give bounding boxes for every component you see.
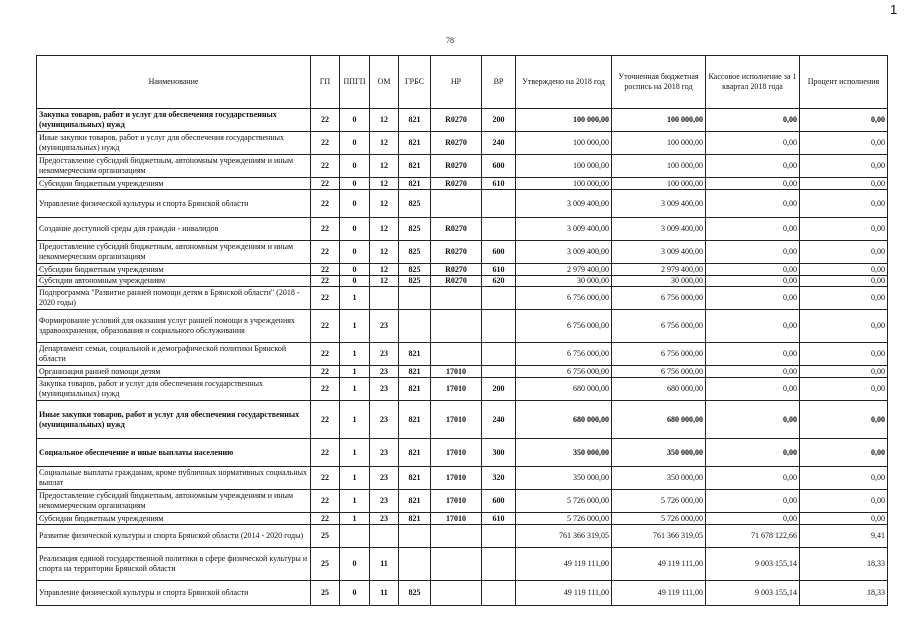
cell-gp: 22: [311, 287, 340, 310]
cell-name: Формирование условий для оказания услуг ранней помощи в учреждениях здравоохранения, образования и социального обслуживания: [37, 310, 311, 343]
cell-gp: 22: [311, 109, 340, 132]
table-row: [37, 401, 888, 439]
cell-percent: 0,00: [800, 467, 888, 490]
cell-vr: [482, 548, 516, 581]
cell-vr: [482, 343, 516, 366]
cell-nr: 17010: [431, 513, 482, 525]
cell-name: Развитие физической культуры и спорта Брянской области (2014 - 2020 годы): [37, 525, 311, 548]
header-om: ОМ: [370, 56, 399, 109]
table-row: [37, 287, 888, 310]
cell-approved: 30 000,00: [516, 276, 612, 287]
cell-percent: 18,33: [800, 548, 888, 581]
cell-vr: [482, 190, 516, 218]
cell-cash: 0,00: [706, 378, 800, 401]
cell-ppgp: 1: [340, 310, 370, 343]
cell-gp: 22: [311, 310, 340, 343]
table-row: [37, 109, 888, 132]
cell-approved: 6 756 000,00: [516, 366, 612, 378]
cell-vr: 600: [482, 490, 516, 513]
cell-gp: 22: [311, 366, 340, 378]
cell-om: 11: [370, 581, 399, 606]
header-cash: Кассовое исполнение за 1 квартал 2018 года: [706, 56, 800, 109]
table-row: [37, 178, 888, 190]
cell-ppgp: 1: [340, 343, 370, 366]
cell-percent: 0,00: [800, 218, 888, 241]
cell-nr: 17010: [431, 439, 482, 467]
table-row: [37, 513, 888, 525]
cell-vr: 610: [482, 513, 516, 525]
cell-approved: 2 979 400,00: [516, 264, 612, 276]
cell-om: 23: [370, 310, 399, 343]
cell-nr: R0270: [431, 109, 482, 132]
table-row: [37, 378, 888, 401]
cell-gp: 22: [311, 343, 340, 366]
cell-ppgp: 1: [340, 490, 370, 513]
cell-approved: 350 000,00: [516, 439, 612, 467]
cell-ppgp: 0: [340, 155, 370, 178]
cell-nr: 17010: [431, 366, 482, 378]
cell-approved: 6 756 000,00: [516, 287, 612, 310]
cell-cash: 0,00: [706, 178, 800, 190]
cell-vr: [482, 287, 516, 310]
budget-table: [36, 55, 888, 606]
cell-name: Иные закупки товаров, работ и услуг для обеспечения государственных (муниципальных) нужд: [37, 132, 311, 155]
cell-percent: 0,00: [800, 155, 888, 178]
cell-gp: 25: [311, 581, 340, 606]
cell-refined: 49 119 111,00: [612, 548, 706, 581]
cell-gp: 22: [311, 513, 340, 525]
cell-name: Социальное обеспечение и иные выплаты населению: [37, 439, 311, 467]
cell-refined: 49 119 111,00: [612, 581, 706, 606]
cell-grbs: 821: [399, 401, 431, 439]
cell-gp: 22: [311, 401, 340, 439]
cell-ppgp: 1: [340, 378, 370, 401]
cell-name: Субсидии бюджетным учреждениям: [37, 264, 311, 276]
cell-approved: 100 000,00: [516, 109, 612, 132]
cell-cash: 0,00: [706, 241, 800, 264]
cell-nr: R0270: [431, 155, 482, 178]
cell-grbs: 821: [399, 513, 431, 525]
cell-cash: 0,00: [706, 310, 800, 343]
cell-name: Управление физической культуры и спорта Брянской области: [37, 581, 311, 606]
cell-vr: 620: [482, 276, 516, 287]
cell-cash: 0,00: [706, 132, 800, 155]
cell-gp: 22: [311, 190, 340, 218]
cell-refined: 100 000,00: [612, 155, 706, 178]
cell-gp: 22: [311, 378, 340, 401]
cell-vr: 610: [482, 264, 516, 276]
cell-percent: 0,00: [800, 490, 888, 513]
table-row: [37, 218, 888, 241]
cell-ppgp: 1: [340, 467, 370, 490]
cell-percent: 0,00: [800, 439, 888, 467]
cell-name: Иные закупки товаров, работ и услуг для обеспечения государственных (муниципальных) нужд: [37, 401, 311, 439]
cell-grbs: [399, 525, 431, 548]
cell-ppgp: 0: [340, 276, 370, 287]
cell-cash: 0,00: [706, 439, 800, 467]
cell-om: 23: [370, 467, 399, 490]
table-row: [37, 343, 888, 366]
cell-cash: 0,00: [706, 155, 800, 178]
cell-om: 12: [370, 155, 399, 178]
cell-cash: 0,00: [706, 276, 800, 287]
cell-cash: 0,00: [706, 401, 800, 439]
cell-om: 12: [370, 218, 399, 241]
cell-name: Субсидии бюджетным учреждениям: [37, 513, 311, 525]
cell-nr: 17010: [431, 490, 482, 513]
table-row: [37, 467, 888, 490]
cell-ppgp: 1: [340, 287, 370, 310]
header-vr: ВР: [482, 56, 516, 109]
cell-nr: 17010: [431, 467, 482, 490]
cell-name: Предоставление субсидий бюджетным, автономным учреждениям и иным некоммерческим организациям: [37, 155, 311, 178]
cell-percent: 0,00: [800, 310, 888, 343]
cell-nr: R0270: [431, 218, 482, 241]
cell-vr: [482, 581, 516, 606]
cell-percent: 0,00: [800, 241, 888, 264]
table-row: [37, 525, 888, 548]
cell-refined: 6 756 000,00: [612, 366, 706, 378]
page-number: 78: [446, 36, 454, 45]
cell-cash: 0,00: [706, 264, 800, 276]
cell-ppgp: 1: [340, 513, 370, 525]
cell-percent: 0,00: [800, 378, 888, 401]
cell-gp: 22: [311, 155, 340, 178]
cell-vr: [482, 525, 516, 548]
cell-gp: 22: [311, 276, 340, 287]
cell-nr: [431, 287, 482, 310]
cell-ppgp: 1: [340, 439, 370, 467]
cell-vr: [482, 310, 516, 343]
cell-grbs: [399, 287, 431, 310]
cell-vr: 300: [482, 439, 516, 467]
cell-refined: 100 000,00: [612, 178, 706, 190]
cell-grbs: 821: [399, 178, 431, 190]
cell-grbs: 821: [399, 132, 431, 155]
cell-om: 12: [370, 241, 399, 264]
cell-refined: 761 366 319,05: [612, 525, 706, 548]
cell-vr: 200: [482, 378, 516, 401]
cell-refined: 30 000,00: [612, 276, 706, 287]
cell-gp: 22: [311, 490, 340, 513]
header-percent: Процент исполнения: [800, 56, 888, 109]
cell-cash: 71 678 122,66: [706, 525, 800, 548]
cell-name: Управление физической культуры и спорта Брянской области: [37, 190, 311, 218]
table-row: [37, 241, 888, 264]
cell-vr: 240: [482, 132, 516, 155]
cell-percent: 0,00: [800, 343, 888, 366]
cell-vr: 200: [482, 109, 516, 132]
cell-percent: 0,00: [800, 287, 888, 310]
cell-approved: 350 000,00: [516, 467, 612, 490]
cell-cash: 0,00: [706, 490, 800, 513]
cell-cash: 0,00: [706, 190, 800, 218]
cell-ppgp: [340, 525, 370, 548]
cell-gp: 22: [311, 241, 340, 264]
header-ppgp: ППГП: [340, 56, 370, 109]
cell-nr: [431, 343, 482, 366]
cell-refined: 100 000,00: [612, 132, 706, 155]
table-header-row: [37, 56, 888, 109]
table-row: [37, 439, 888, 467]
cell-gp: 22: [311, 218, 340, 241]
table-row: [37, 366, 888, 378]
cell-nr: R0270: [431, 241, 482, 264]
cell-refined: 350 000,00: [612, 439, 706, 467]
table-row: [37, 155, 888, 178]
table-body: [37, 109, 888, 606]
cell-grbs: 821: [399, 467, 431, 490]
cell-approved: 49 119 111,00: [516, 581, 612, 606]
cell-om: 12: [370, 178, 399, 190]
table-row: [37, 581, 888, 606]
cell-nr: [431, 190, 482, 218]
cell-nr: [431, 310, 482, 343]
cell-percent: 0,00: [800, 401, 888, 439]
cell-approved: 100 000,00: [516, 132, 612, 155]
cell-om: 12: [370, 190, 399, 218]
header-nr: НР: [431, 56, 482, 109]
cell-refined: 6 756 000,00: [612, 287, 706, 310]
cell-percent: 0,00: [800, 513, 888, 525]
cell-vr: [482, 218, 516, 241]
corner-mark: 1: [890, 2, 898, 17]
header-refined: Уточненная бюджетная роспись на 2018 год: [612, 56, 706, 109]
cell-gp: 25: [311, 548, 340, 581]
cell-nr: [431, 581, 482, 606]
cell-gp: 22: [311, 467, 340, 490]
cell-vr: 240: [482, 401, 516, 439]
cell-percent: 0,00: [800, 264, 888, 276]
cell-refined: 350 000,00: [612, 467, 706, 490]
cell-nr: R0270: [431, 132, 482, 155]
table-row: [37, 310, 888, 343]
cell-approved: 100 000,00: [516, 178, 612, 190]
cell-refined: 3 009 400,00: [612, 218, 706, 241]
cell-cash: 0,00: [706, 366, 800, 378]
cell-approved: 6 756 000,00: [516, 310, 612, 343]
cell-percent: 0,00: [800, 366, 888, 378]
cell-name: Реализация единой государственной политики в сфере физической культуры и спорта на территории Брянской области: [37, 548, 311, 581]
cell-name: Организация ранней помощи детям: [37, 366, 311, 378]
cell-refined: 680 000,00: [612, 378, 706, 401]
cell-grbs: [399, 548, 431, 581]
cell-approved: 49 119 111,00: [516, 548, 612, 581]
cell-gp: 22: [311, 264, 340, 276]
cell-cash: 9 003 155,14: [706, 548, 800, 581]
cell-refined: 2 979 400,00: [612, 264, 706, 276]
cell-grbs: 825: [399, 276, 431, 287]
cell-name: Создание доступной среды для граждан - инвалидов: [37, 218, 311, 241]
cell-grbs: 821: [399, 109, 431, 132]
cell-percent: 18,33: [800, 581, 888, 606]
cell-nr: R0270: [431, 276, 482, 287]
cell-ppgp: 1: [340, 401, 370, 439]
header-gp: ГП: [311, 56, 340, 109]
cell-percent: 9,41: [800, 525, 888, 548]
cell-grbs: 825: [399, 581, 431, 606]
cell-om: 23: [370, 343, 399, 366]
header-name: Наименование: [37, 56, 311, 109]
cell-om: 23: [370, 513, 399, 525]
cell-nr: 17010: [431, 378, 482, 401]
cell-approved: 680 000,00: [516, 401, 612, 439]
cell-gp: 25: [311, 525, 340, 548]
cell-approved: 3 009 400,00: [516, 218, 612, 241]
cell-grbs: 821: [399, 439, 431, 467]
cell-vr: 600: [482, 241, 516, 264]
cell-ppgp: 0: [340, 109, 370, 132]
cell-ppgp: 0: [340, 178, 370, 190]
cell-name: Субсидии бюджетным учреждениям: [37, 178, 311, 190]
cell-gp: 22: [311, 439, 340, 467]
header-approved: Утверждено на 2018 год: [516, 56, 612, 109]
cell-name: Закупка товаров, работ и услуг для обеспечения государственных (муниципальных) нужд: [37, 378, 311, 401]
cell-percent: 0,00: [800, 190, 888, 218]
cell-cash: 9 003 155,14: [706, 581, 800, 606]
cell-approved: 6 756 000,00: [516, 343, 612, 366]
cell-om: 12: [370, 276, 399, 287]
cell-nr: R0270: [431, 264, 482, 276]
cell-ppgp: 0: [340, 581, 370, 606]
cell-grbs: 821: [399, 366, 431, 378]
cell-percent: 0,00: [800, 276, 888, 287]
cell-refined: 5 726 000,00: [612, 490, 706, 513]
cell-gp: 22: [311, 132, 340, 155]
cell-approved: 680 000,00: [516, 378, 612, 401]
cell-om: 11: [370, 548, 399, 581]
cell-refined: 3 009 400,00: [612, 190, 706, 218]
cell-grbs: 825: [399, 218, 431, 241]
cell-name: Закупка товаров, работ и услуг для обеспечения государственных (муниципальных) нужд: [37, 109, 311, 132]
cell-om: 12: [370, 264, 399, 276]
cell-om: 23: [370, 378, 399, 401]
cell-refined: 5 726 000,00: [612, 513, 706, 525]
cell-om: 12: [370, 132, 399, 155]
cell-cash: 0,00: [706, 109, 800, 132]
cell-cash: 0,00: [706, 287, 800, 310]
cell-om: [370, 525, 399, 548]
cell-ppgp: 0: [340, 548, 370, 581]
cell-nr: 17010: [431, 401, 482, 439]
cell-ppgp: 0: [340, 132, 370, 155]
cell-approved: 5 726 000,00: [516, 490, 612, 513]
cell-nr: [431, 548, 482, 581]
cell-om: 23: [370, 439, 399, 467]
cell-vr: 320: [482, 467, 516, 490]
cell-refined: 3 009 400,00: [612, 241, 706, 264]
table-row: [37, 276, 888, 287]
cell-percent: 0,00: [800, 109, 888, 132]
cell-gp: 22: [311, 178, 340, 190]
cell-refined: 100 000,00: [612, 109, 706, 132]
header-grbs: ГРБС: [399, 56, 431, 109]
table-row: [37, 264, 888, 276]
cell-vr: 600: [482, 155, 516, 178]
cell-cash: 0,00: [706, 218, 800, 241]
cell-grbs: 821: [399, 378, 431, 401]
cell-name: Департамент семьи, социальной и демографической политики Брянской области: [37, 343, 311, 366]
table-row: [37, 190, 888, 218]
cell-refined: 6 756 000,00: [612, 310, 706, 343]
cell-refined: 6 756 000,00: [612, 343, 706, 366]
cell-grbs: [399, 310, 431, 343]
cell-cash: 0,00: [706, 343, 800, 366]
cell-ppgp: 0: [340, 218, 370, 241]
cell-approved: 3 009 400,00: [516, 190, 612, 218]
table-row: [37, 490, 888, 513]
cell-vr: 610: [482, 178, 516, 190]
cell-grbs: 825: [399, 264, 431, 276]
cell-cash: 0,00: [706, 513, 800, 525]
cell-name: Предоставление субсидий бюджетным, автономным учреждениям и иным некоммерческим организациям: [37, 241, 311, 264]
cell-ppgp: 0: [340, 241, 370, 264]
cell-om: [370, 287, 399, 310]
cell-om: 23: [370, 366, 399, 378]
cell-approved: 100 000,00: [516, 155, 612, 178]
cell-approved: 5 726 000,00: [516, 513, 612, 525]
cell-ppgp: 0: [340, 264, 370, 276]
cell-grbs: 825: [399, 241, 431, 264]
cell-cash: 0,00: [706, 467, 800, 490]
cell-name: Предоставление субсидий бюджетным, автономным учреждениям и иным некоммерческим организациям: [37, 490, 311, 513]
table-row: [37, 548, 888, 581]
cell-ppgp: 1: [340, 366, 370, 378]
cell-om: 23: [370, 490, 399, 513]
cell-om: 12: [370, 109, 399, 132]
cell-nr: [431, 525, 482, 548]
cell-name: Социальные выплаты гражданам, кроме публичных нормативных социальных выплат: [37, 467, 311, 490]
cell-vr: [482, 366, 516, 378]
cell-name: Субсидии автономным учреждениям: [37, 276, 311, 287]
cell-refined: 680 000,00: [612, 401, 706, 439]
cell-om: 23: [370, 401, 399, 439]
cell-nr: R0270: [431, 178, 482, 190]
cell-ppgp: 0: [340, 190, 370, 218]
cell-name: Подпрограмма "Развитие ранней помощи детям в Брянской области" (2018 - 2020 годы): [37, 287, 311, 310]
cell-grbs: 821: [399, 155, 431, 178]
table-row: [37, 132, 888, 155]
cell-grbs: 821: [399, 490, 431, 513]
cell-approved: 761 366 319,05: [516, 525, 612, 548]
cell-percent: 0,00: [800, 178, 888, 190]
cell-grbs: 825: [399, 190, 431, 218]
cell-approved: 3 009 400,00: [516, 241, 612, 264]
cell-percent: 0,00: [800, 132, 888, 155]
cell-grbs: 821: [399, 343, 431, 366]
